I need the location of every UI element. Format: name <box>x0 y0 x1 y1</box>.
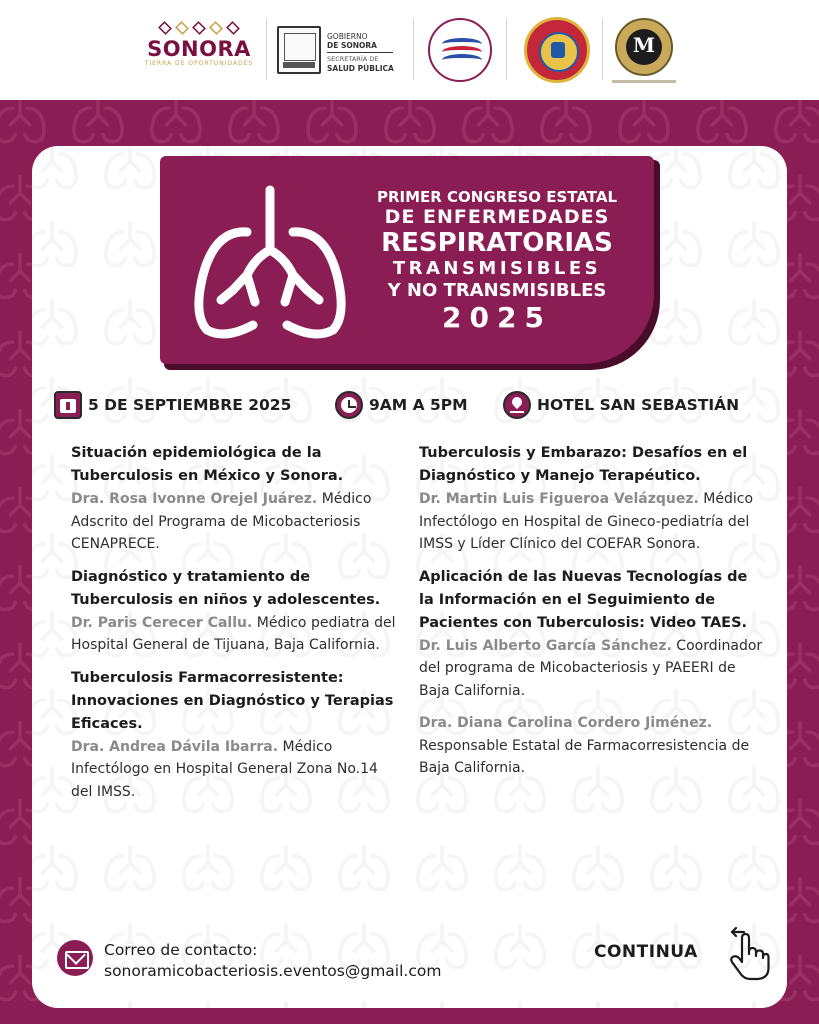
government-logo <box>277 26 407 78</box>
event-date-text: 5 DE SEPTIEMBRE 2025 <box>88 396 292 414</box>
speaker-name: Dra. Diana Carolina Cordero Jiménez. <box>419 715 713 731</box>
sonora-logo <box>140 22 258 80</box>
talk-item <box>71 667 401 804</box>
location-pin-icon <box>503 391 531 419</box>
program-right-column <box>419 442 764 790</box>
talk-title: Tuberculosis Farmacorresistente: Innovaciones en Diagnóstico y Terapias Eficaces. <box>71 669 394 732</box>
speaker-name: Dr. Martin Luis Figueroa Velázquez. <box>419 491 699 507</box>
medical-school-logo <box>615 18 673 76</box>
speaker-name: Dra. Andrea Dávila Ibarra. <box>71 738 279 755</box>
government-line3: SECRETARÍA DE <box>327 55 379 63</box>
program-left-column <box>71 442 401 813</box>
state-shield-icon <box>277 26 321 74</box>
calendar-icon <box>54 391 82 419</box>
title-line1: PRIMER CONGRESO ESTATAL <box>376 188 618 206</box>
sonora-logo-name: SONORA <box>147 37 251 61</box>
talk-item <box>419 566 764 703</box>
continue-button[interactable]: CONTINUA <box>594 942 698 962</box>
talk-title: Aplicación de las Nuevas Tecnologías de la Información en el Seguimiento de Pacientes con Tuberculosis: Video TAES. <box>419 568 748 631</box>
title-line4: TRANSMISIBLES <box>392 258 602 279</box>
clock-icon <box>335 391 363 419</box>
speaker-role: Coordinador del programa de Micobacteriosis y PAEERI de Baja California. <box>419 637 763 699</box>
talk-item <box>419 442 764 556</box>
lungs-icon <box>185 180 355 350</box>
title-year: 2025 <box>442 301 552 334</box>
mail-icon <box>57 940 93 976</box>
speaker-role: Médico Adscrito del Programa de Micobacteriosis CENAPRECE. <box>71 491 372 552</box>
speaker-name: Dra. Rosa Ivonne Orejel Juárez. <box>71 491 318 507</box>
government-line4: SALUD PÚBLICA <box>327 64 394 73</box>
event-venue <box>503 390 739 420</box>
talk-item <box>71 442 401 556</box>
speaker-role: Médico Infectólogo en Hospital de Gineco-pediatría del IMSS y Líder Clínico del COEFAR Sonora. <box>419 491 754 552</box>
header-divider <box>602 18 603 80</box>
talk-title: Tuberculosis y Embarazo: Desafíos en el Diagnóstico y Manejo Terapéutico. <box>419 445 748 484</box>
university-seal-logo <box>524 17 590 83</box>
contact-email-link[interactable]: sonoramicobacteriosis.eventos@gmail.com <box>104 962 442 980</box>
talk-title: Situación epidemiológica de la Tuberculosis en México y Sonora. <box>71 445 344 484</box>
event-time <box>335 390 468 420</box>
header-divider <box>413 18 414 80</box>
government-line2: DE SONORA <box>327 41 377 50</box>
pointing-hand-icon[interactable] <box>724 924 770 982</box>
association-logo <box>428 18 492 82</box>
title-line3: RESPIRATORIAS <box>381 228 613 258</box>
sonora-ornament-icon <box>140 22 258 36</box>
speaker-role: Médico Infectólogo en Hospital General Zona No.14 del IMSS. <box>71 738 378 800</box>
speaker-role: Responsable Estatal de Farmacorresistencia de Baja California. <box>419 737 750 776</box>
government-line1: GOBIERNO <box>327 32 368 41</box>
talk-title: Diagnóstico y tratamiento de Tuberculosis en niños y adolescentes. <box>71 568 381 608</box>
medical-school-logo-caption <box>612 80 676 83</box>
sonora-logo-tagline: TIERRA DE OPORTUNIDADES <box>144 60 254 67</box>
speaker-name: Dr. Luis Alberto García Sánchez. <box>419 637 672 654</box>
header-divider <box>506 18 507 80</box>
speaker-role: Médico pediatra del Hospital General de Tijuana, Baja California. <box>71 614 396 653</box>
talk-item <box>419 712 764 780</box>
event-date <box>54 390 291 420</box>
title-line5: Y NO TRANSMISIBLES <box>387 280 607 301</box>
event-time-text: 9AM A 5PM <box>369 396 468 414</box>
talk-item <box>71 566 401 657</box>
header-logos <box>0 0 819 100</box>
contact-label: Correo de contacto: <box>104 941 258 959</box>
event-venue-text: HOTEL SAN SEBASTIÁN <box>537 396 740 414</box>
header-divider <box>266 18 267 80</box>
speaker-name: Dr. Paris Cerecer Callu. <box>71 614 253 631</box>
contact-info <box>104 940 441 982</box>
title-line2: DE ENFERMEDADES <box>384 206 610 228</box>
event-title <box>352 188 642 334</box>
